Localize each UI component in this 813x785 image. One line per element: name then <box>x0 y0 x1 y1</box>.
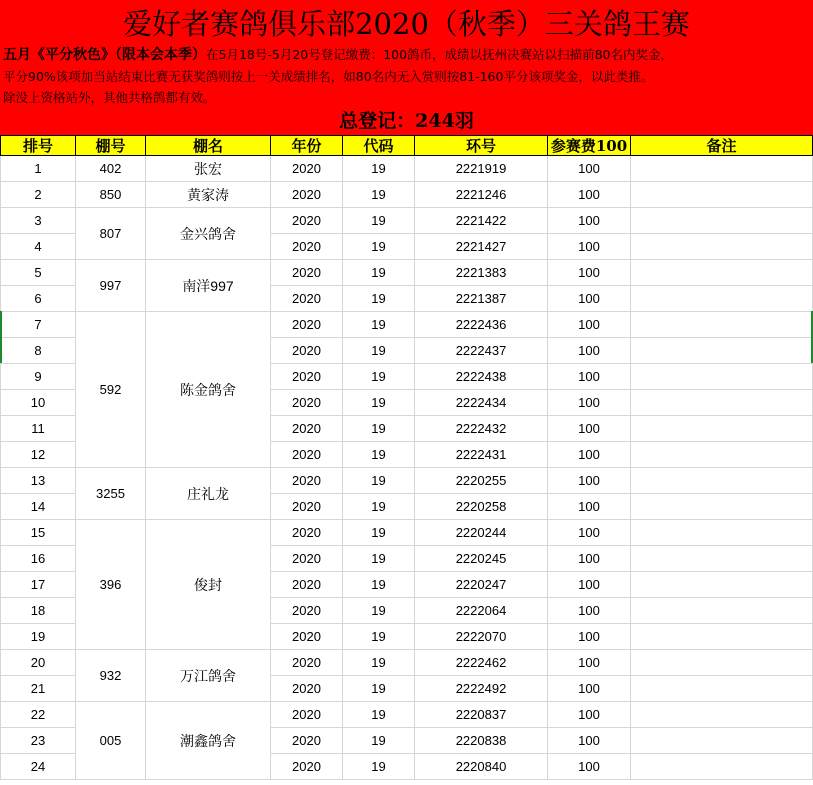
row-number-cell[interactable]: 22 <box>1 702 76 728</box>
row-number-cell[interactable]: 23 <box>1 728 76 754</box>
loft-number-cell[interactable]: 3255 <box>76 468 146 520</box>
row-number-cell[interactable]: 3 <box>1 208 76 234</box>
ring-number-cell[interactable]: 2221383 <box>415 260 548 286</box>
entry-fee-cell[interactable]: 100 <box>548 416 631 442</box>
ring-number-cell[interactable]: 2222462 <box>415 650 548 676</box>
entry-fee-cell[interactable]: 100 <box>548 520 631 546</box>
notice-bold-lead: 五月《平分秋色》（限本会本季） <box>3 47 206 63</box>
code-cell[interactable]: 19 <box>343 312 415 338</box>
code-cell[interactable]: 19 <box>343 182 415 208</box>
row-number-cell[interactable]: 16 <box>1 546 76 572</box>
row-number-cell[interactable]: 1 <box>1 156 76 182</box>
loft-number-cell[interactable]: 396 <box>76 520 146 650</box>
note-cell[interactable] <box>631 442 813 468</box>
note-cell[interactable] <box>631 260 813 286</box>
table-row <box>1 182 813 208</box>
code-cell[interactable]: 19 <box>343 754 415 780</box>
loft-name-cell[interactable]: 张宏 <box>146 156 271 182</box>
code-cell[interactable]: 19 <box>343 260 415 286</box>
note-header[interactable]: 备注 <box>631 136 813 156</box>
loft-number-cell[interactable]: 807 <box>76 208 146 260</box>
table-row <box>1 650 813 676</box>
entry-fee-cell[interactable]: 100 <box>548 234 631 260</box>
year-cell[interactable]: 2020 <box>271 598 343 624</box>
table-row <box>1 468 813 494</box>
ring-number-cell[interactable]: 2222431 <box>415 442 548 468</box>
table-row <box>1 156 813 182</box>
note-cell[interactable] <box>631 208 813 234</box>
code-header[interactable]: 代码 <box>343 136 415 156</box>
ring-number-cell[interactable]: 2220245 <box>415 546 548 572</box>
note-cell[interactable] <box>631 182 813 208</box>
loft-name-header[interactable]: 棚名 <box>146 136 271 156</box>
entry-fee-cell[interactable]: 100 <box>548 260 631 286</box>
total-registration: 总登记：244羽 <box>339 110 474 132</box>
year-cell[interactable]: 2020 <box>271 494 343 520</box>
row-number-cell[interactable]: 13 <box>1 468 76 494</box>
ring-number-cell[interactable]: 2220837 <box>415 702 548 728</box>
table-row <box>1 260 813 286</box>
row-number-cell[interactable]: 8 <box>1 338 76 364</box>
year-cell[interactable]: 2020 <box>271 182 343 208</box>
ring-number-cell[interactable]: 2222492 <box>415 676 548 702</box>
loft-name-cell[interactable]: 万江鸽舍 <box>146 650 271 702</box>
ring-number-cell[interactable]: 2220247 <box>415 572 548 598</box>
note-cell[interactable] <box>631 234 813 260</box>
code-cell[interactable]: 19 <box>343 286 415 312</box>
row-number-cell[interactable]: 18 <box>1 598 76 624</box>
row-number-cell[interactable]: 2 <box>1 182 76 208</box>
year-cell[interactable]: 2020 <box>271 208 343 234</box>
loft-name-cell[interactable]: 陈金鸽舍 <box>146 312 271 468</box>
header-row <box>1 136 813 156</box>
loft-number-cell[interactable]: 005 <box>76 702 146 780</box>
code-cell[interactable]: 19 <box>343 208 415 234</box>
loft-name-cell[interactable]: 黄家涛 <box>146 182 271 208</box>
note-cell[interactable] <box>631 754 813 780</box>
row-number-cell[interactable]: 10 <box>1 390 76 416</box>
row-number-cell[interactable]: 9 <box>1 364 76 390</box>
loft-name-cell[interactable]: 庄礼龙 <box>146 468 271 520</box>
entry-table <box>0 135 813 780</box>
ring-number-cell[interactable]: 2220258 <box>415 494 548 520</box>
entry-fee-cell[interactable]: 100 <box>548 468 631 494</box>
ring-number-cell[interactable]: 2220840 <box>415 754 548 780</box>
row-number-cell[interactable]: 19 <box>1 624 76 650</box>
year-cell[interactable]: 2020 <box>271 364 343 390</box>
year-cell[interactable]: 2020 <box>271 260 343 286</box>
code-cell[interactable]: 19 <box>343 416 415 442</box>
note-cell[interactable] <box>631 416 813 442</box>
table-row <box>1 208 813 234</box>
entry-fee-cell[interactable]: 100 <box>548 494 631 520</box>
ring-number-cell[interactable]: 2222437 <box>415 338 548 364</box>
row-number-cell[interactable]: 12 <box>1 442 76 468</box>
note-cell[interactable] <box>631 572 813 598</box>
year-header[interactable]: 年份 <box>271 136 343 156</box>
ring-number-cell[interactable]: 2221919 <box>415 156 548 182</box>
note-cell[interactable] <box>631 338 813 364</box>
table-row <box>1 702 813 728</box>
year-cell[interactable]: 2020 <box>271 416 343 442</box>
ring-number-cell[interactable]: 2220244 <box>415 520 548 546</box>
entry-fee-cell[interactable]: 100 <box>548 702 631 728</box>
fee-header[interactable]: 参赛费100 <box>548 136 631 156</box>
row-number-cell[interactable]: 20 <box>1 650 76 676</box>
note-cell[interactable] <box>631 494 813 520</box>
code-cell[interactable]: 19 <box>343 702 415 728</box>
row-number-cell[interactable]: 7 <box>1 312 76 338</box>
note-cell[interactable] <box>631 312 813 338</box>
note-cell[interactable] <box>631 624 813 650</box>
sheet-title: 爱好者赛鸽俱乐部2020（秋季）三关鸽王赛 <box>123 7 690 41</box>
entry-fee-cell[interactable]: 100 <box>548 546 631 572</box>
year-cell[interactable]: 2020 <box>271 676 343 702</box>
entry-fee-cell[interactable]: 100 <box>548 286 631 312</box>
code-cell[interactable]: 19 <box>343 650 415 676</box>
loft-number-cell[interactable]: 932 <box>76 650 146 702</box>
year-cell[interactable]: 2020 <box>271 286 343 312</box>
ring-number-cell[interactable]: 2222438 <box>415 364 548 390</box>
note-cell[interactable] <box>631 728 813 754</box>
code-cell[interactable]: 19 <box>343 494 415 520</box>
code-cell[interactable]: 19 <box>343 338 415 364</box>
notice-line-1 <box>3 44 813 66</box>
loft-number-cell[interactable]: 997 <box>76 260 146 312</box>
code-cell[interactable]: 19 <box>343 442 415 468</box>
loft-number-cell[interactable]: 592 <box>76 312 146 468</box>
entry-fee-cell[interactable]: 100 <box>548 572 631 598</box>
note-cell[interactable] <box>631 546 813 572</box>
entry-fee-cell[interactable]: 100 <box>548 182 631 208</box>
ring-number-cell[interactable]: 2221387 <box>415 286 548 312</box>
code-cell[interactable]: 19 <box>343 234 415 260</box>
note-cell[interactable] <box>631 702 813 728</box>
notice-line-3: 除没上资格站外，其他共格鸽都有效。 <box>3 90 216 105</box>
year-cell[interactable]: 2020 <box>271 468 343 494</box>
year-cell[interactable]: 2020 <box>271 520 343 546</box>
row-number-cell[interactable]: 24 <box>1 754 76 780</box>
note-cell[interactable] <box>631 676 813 702</box>
loft-name-cell[interactable]: 潮鑫鸽舍 <box>146 702 271 780</box>
loft-number-cell[interactable]: 402 <box>76 156 146 182</box>
notice-line-2: 平分90%该项加当站结束比赛无获奖鸽则按上一关成绩排名，如80名内无入赏则按81-160平分该项奖金，以此类推。 <box>3 69 654 84</box>
note-cell[interactable] <box>631 520 813 546</box>
code-cell[interactable]: 19 <box>343 520 415 546</box>
year-cell[interactable]: 2020 <box>271 338 343 364</box>
row-number-cell[interactable]: 15 <box>1 520 76 546</box>
note-cell[interactable] <box>631 390 813 416</box>
ring-number-cell[interactable]: 2221422 <box>415 208 548 234</box>
year-cell[interactable]: 2020 <box>271 312 343 338</box>
year-cell[interactable]: 2020 <box>271 624 343 650</box>
year-cell[interactable]: 2020 <box>271 572 343 598</box>
entry-fee-cell[interactable]: 100 <box>548 338 631 364</box>
year-cell[interactable]: 2020 <box>271 546 343 572</box>
ring-number-cell[interactable]: 2221427 <box>415 234 548 260</box>
entry-fee-cell[interactable]: 100 <box>548 442 631 468</box>
year-cell[interactable]: 2020 <box>271 702 343 728</box>
selection-marker-left <box>0 311 2 363</box>
year-cell[interactable]: 2020 <box>271 650 343 676</box>
year-cell[interactable]: 2020 <box>271 728 343 754</box>
code-cell[interactable]: 19 <box>343 364 415 390</box>
code-cell[interactable]: 19 <box>343 390 415 416</box>
ring-number-cell[interactable]: 2222064 <box>415 598 548 624</box>
entry-fee-cell[interactable]: 100 <box>548 390 631 416</box>
code-cell[interactable]: 19 <box>343 572 415 598</box>
year-cell[interactable]: 2020 <box>271 390 343 416</box>
row-number-cell[interactable]: 14 <box>1 494 76 520</box>
entry-fee-cell[interactable]: 100 <box>548 598 631 624</box>
ring-number-cell[interactable]: 2222432 <box>415 416 548 442</box>
note-cell[interactable] <box>631 598 813 624</box>
entry-fee-cell[interactable]: 100 <box>548 728 631 754</box>
loft-number-cell[interactable]: 850 <box>76 182 146 208</box>
year-cell[interactable]: 2020 <box>271 156 343 182</box>
ring-number-cell[interactable]: 2221246 <box>415 182 548 208</box>
table-row <box>1 312 813 338</box>
note-cell[interactable] <box>631 650 813 676</box>
row-number-cell[interactable]: 21 <box>1 676 76 702</box>
code-cell[interactable]: 19 <box>343 468 415 494</box>
entry-fee-cell[interactable]: 100 <box>548 208 631 234</box>
code-cell[interactable]: 19 <box>343 156 415 182</box>
row-number-cell[interactable]: 4 <box>1 234 76 260</box>
ring-number-cell[interactable]: 2222436 <box>415 312 548 338</box>
table-row <box>1 520 813 546</box>
ring-header[interactable]: 环号 <box>415 136 548 156</box>
loft-name-cell[interactable]: 俊封 <box>146 520 271 650</box>
year-cell[interactable]: 2020 <box>271 754 343 780</box>
entry-fee-cell[interactable]: 100 <box>548 754 631 780</box>
year-cell[interactable]: 2020 <box>271 442 343 468</box>
entry-fee-cell[interactable]: 100 <box>548 676 631 702</box>
year-cell[interactable]: 2020 <box>271 234 343 260</box>
entry-fee-cell[interactable]: 100 <box>548 364 631 390</box>
ring-number-cell[interactable]: 2220838 <box>415 728 548 754</box>
code-cell[interactable]: 19 <box>343 546 415 572</box>
ring-number-cell[interactable]: 2220255 <box>415 468 548 494</box>
ring-number-cell[interactable]: 2222070 <box>415 624 548 650</box>
rules-notice <box>3 44 813 108</box>
note-cell[interactable] <box>631 364 813 390</box>
loft-name-cell[interactable]: 金兴鸽舍 <box>146 208 271 260</box>
code-cell[interactable]: 19 <box>343 676 415 702</box>
entry-fee-cell[interactable]: 100 <box>548 312 631 338</box>
entry-fee-cell[interactable]: 100 <box>548 624 631 650</box>
entry-fee-cell[interactable]: 100 <box>548 650 631 676</box>
row-number-cell[interactable]: 17 <box>1 572 76 598</box>
title-banner <box>0 0 813 135</box>
note-cell[interactable] <box>631 156 813 182</box>
loft-name-cell[interactable]: 南洋997 <box>146 260 271 312</box>
row-number-cell[interactable]: 6 <box>1 286 76 312</box>
entry-fee-cell[interactable]: 100 <box>548 156 631 182</box>
loft-no-header[interactable]: 棚号 <box>76 136 146 156</box>
notice-line-1-text: 在5月18号-5月20号登记缴费：100鸽币，成绩以抚州决赛站以扫描前80名内奖金， <box>206 47 673 62</box>
note-cell[interactable] <box>631 468 813 494</box>
ring-number-cell[interactable]: 2222434 <box>415 390 548 416</box>
code-cell[interactable]: 19 <box>343 728 415 754</box>
row-number-cell[interactable]: 11 <box>1 416 76 442</box>
row-number-cell[interactable]: 5 <box>1 260 76 286</box>
note-cell[interactable] <box>631 286 813 312</box>
code-cell[interactable]: 19 <box>343 624 415 650</box>
code-cell[interactable]: 19 <box>343 598 415 624</box>
no-header[interactable]: 排号 <box>1 136 76 156</box>
